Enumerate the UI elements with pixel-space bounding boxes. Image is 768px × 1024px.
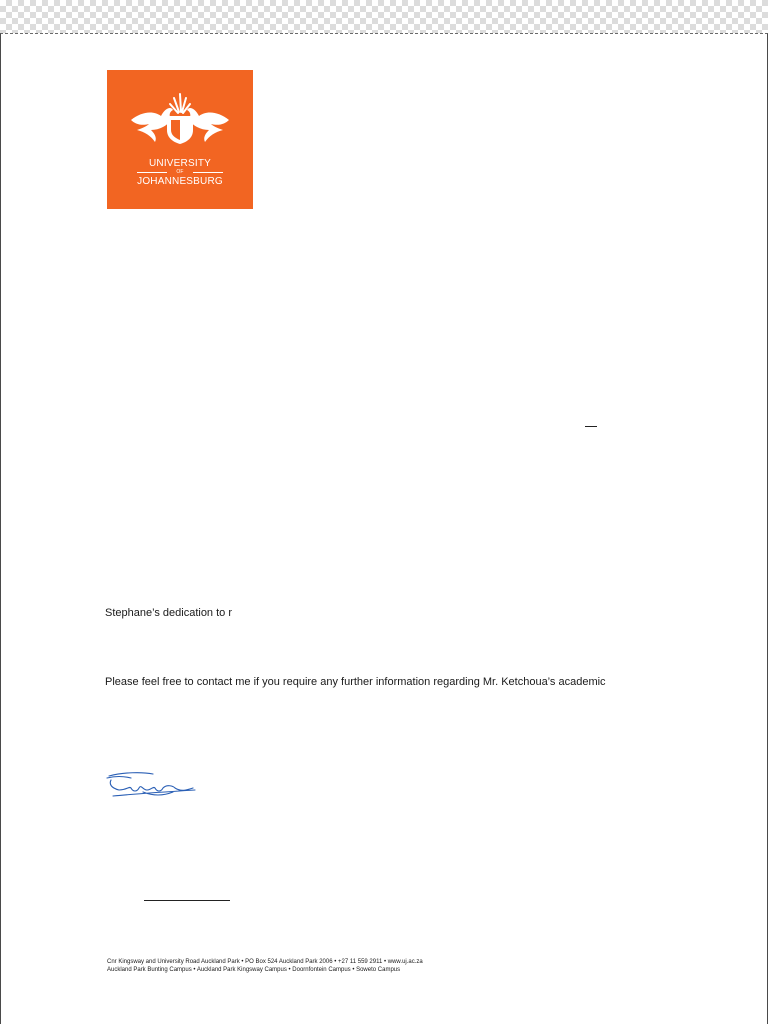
transparent-background-strip: [0, 0, 768, 36]
stray-underline: [585, 426, 597, 427]
paragraph-dedication: Stephane’s dedication to r: [105, 607, 232, 619]
logo-text-johannesburg: JOHANNESBURG: [137, 176, 223, 187]
logo-rule-right: [193, 172, 223, 173]
footer-address: Cnr Kingsway and University Road Auckland Park • PO Box 524 Auckland Park 2006 • +27 11 559 2911 • www.uj.ac.za: [107, 959, 423, 965]
logo-text-of: OF: [176, 169, 184, 175]
handwritten-signature: [103, 770, 199, 804]
footer-campuses: Auckland Park Bunting Campus • Auckland Park Kingsway Campus • Doornfontein Campus • Soweto Campus: [107, 967, 401, 973]
signature-line: [144, 900, 230, 901]
document-page: [0, 33, 768, 1024]
paragraph-contact: Please feel free to contact me if you require any further information regarding Mr. Ketchoua’s academic: [105, 676, 606, 688]
logo-text-university: UNIVERSITY: [148, 158, 211, 169]
crest-icon: [127, 90, 233, 154]
university-logo: [107, 70, 253, 209]
